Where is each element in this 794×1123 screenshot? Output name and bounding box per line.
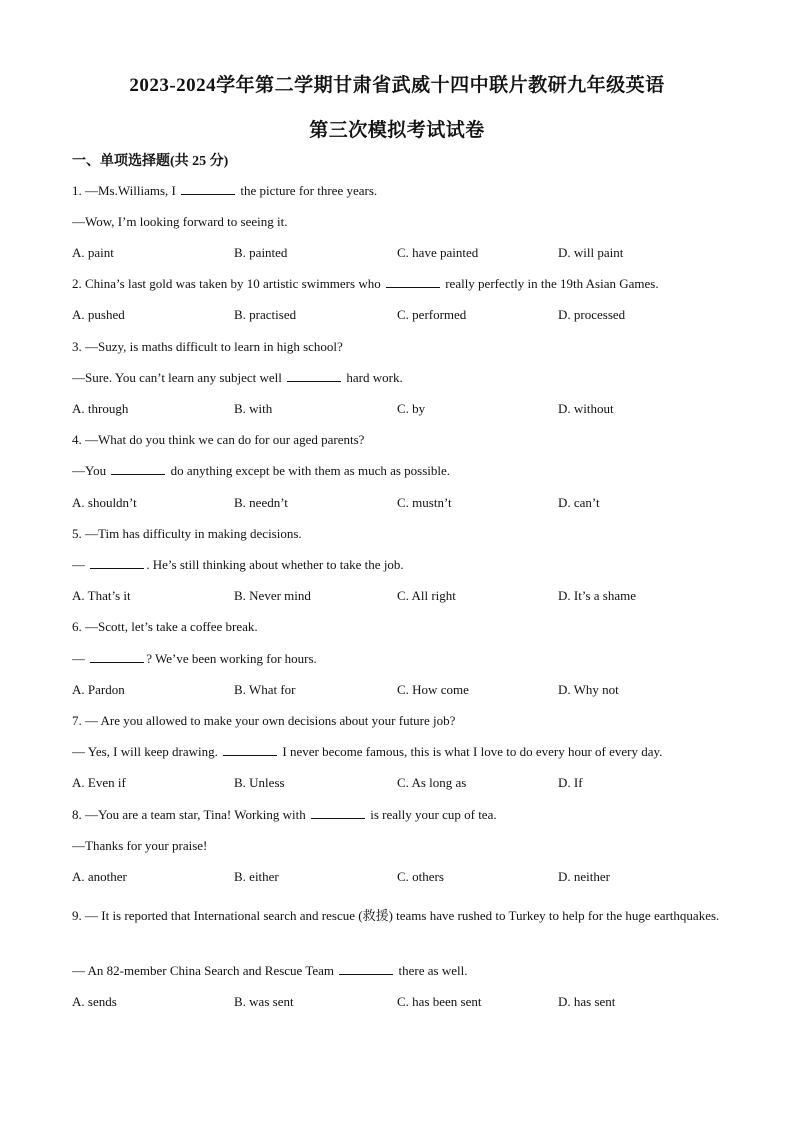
option-d: D. processed bbox=[558, 307, 626, 322]
answer-blank bbox=[287, 370, 341, 382]
option-d: D. neither bbox=[558, 869, 610, 884]
section-heading: 一、单项选择题(共 25 分) bbox=[72, 154, 229, 169]
question-9-stem: 9. — It is reported that International search and rescue (救援) teams have rushed to Turkey to help for the huge earthquakes. bbox=[72, 908, 720, 923]
answer-blank bbox=[339, 963, 393, 975]
option-d: D. without bbox=[558, 401, 614, 416]
answer-blank bbox=[90, 651, 144, 663]
option-a: A. Pardon bbox=[72, 682, 125, 697]
option-a: A. another bbox=[72, 869, 127, 884]
option-b: B. needn’t bbox=[234, 495, 288, 510]
option-b: B. Unless bbox=[234, 775, 285, 790]
option-b: B. with bbox=[234, 401, 273, 416]
answer-blank bbox=[311, 807, 365, 819]
question-1-stem: 1. —Ms.Williams, I the picture for three years. bbox=[72, 183, 378, 198]
option-d: D. has sent bbox=[558, 994, 616, 1009]
question-6-stem: 6. —Scott, let’s take a coffee break. bbox=[72, 619, 258, 634]
question-9-reply: — An 82-member China Search and Rescue Team there as well. bbox=[72, 963, 468, 978]
question-4-reply: —You do anything except be with them as much as possible. bbox=[72, 463, 451, 478]
answer-blank bbox=[223, 744, 277, 756]
option-b: B. practised bbox=[234, 307, 297, 322]
option-c: C. others bbox=[397, 869, 444, 884]
option-c: C. has been sent bbox=[397, 994, 482, 1009]
question-4-stem: 4. —What do you think we can do for our aged parents? bbox=[72, 432, 365, 447]
option-a: A. That’s it bbox=[72, 588, 131, 603]
option-d: D. Why not bbox=[558, 682, 619, 697]
option-c: C. As long as bbox=[397, 775, 467, 790]
option-c: C. All right bbox=[397, 588, 456, 603]
option-c: C. mustn’t bbox=[397, 495, 452, 510]
question-3-stem: 3. —Suzy, is maths difficult to learn in high school? bbox=[72, 339, 343, 354]
option-d: D. can’t bbox=[558, 495, 600, 510]
option-a: A. Even if bbox=[72, 775, 126, 790]
question-1-reply: —Wow, I’m looking forward to seeing it. bbox=[72, 214, 288, 229]
question-7-reply: — Yes, I will keep drawing. I never become famous, this is what I love to do every hour of every day. bbox=[72, 744, 663, 759]
option-b: B. either bbox=[234, 869, 279, 884]
exam-title-line-2: 第三次模拟考试试卷 bbox=[309, 120, 485, 141]
option-c: C. by bbox=[397, 401, 426, 416]
option-c: C. have painted bbox=[397, 245, 479, 260]
exam-title-line-1: 2023-2024学年第二学期甘肃省武威十四中联片教研九年级英语 bbox=[129, 75, 665, 96]
question-8-stem: 8. —You are a team star, Tina! Working with is really your cup of tea. bbox=[72, 807, 497, 822]
question-6-reply: — ? We’ve been working for hours. bbox=[72, 651, 317, 666]
question-2-stem: 2. China’s last gold was taken by 10 artistic swimmers who really perfectly in the 19th Asian Games. bbox=[72, 276, 659, 291]
option-a: A. paint bbox=[72, 245, 114, 260]
option-b: B. painted bbox=[234, 245, 288, 260]
option-d: D. It’s a shame bbox=[558, 588, 636, 603]
answer-blank bbox=[111, 463, 165, 475]
question-5-stem: 5. —Tim has difficulty in making decisions. bbox=[72, 526, 302, 541]
option-d: D. will paint bbox=[558, 245, 624, 260]
option-a: A. through bbox=[72, 401, 129, 416]
option-a: A. sends bbox=[72, 994, 117, 1009]
option-c: C. performed bbox=[397, 307, 467, 322]
question-7-stem: 7. — Are you allowed to make your own decisions about your future job? bbox=[72, 713, 456, 728]
option-c: C. How come bbox=[397, 682, 469, 697]
question-3-reply: —Sure. You can’t learn any subject well hard work. bbox=[72, 370, 403, 385]
option-b: B. Never mind bbox=[234, 588, 311, 603]
answer-blank bbox=[386, 276, 440, 288]
question-8-reply: —Thanks for your praise! bbox=[72, 838, 208, 853]
answer-blank bbox=[181, 183, 235, 195]
option-a: A. pushed bbox=[72, 307, 125, 322]
option-b: B. was sent bbox=[234, 994, 294, 1009]
option-a: A. shouldn’t bbox=[72, 495, 137, 510]
answer-blank bbox=[90, 557, 144, 569]
option-d: D. If bbox=[558, 775, 583, 790]
question-5-reply: — . He’s still thinking about whether to take the job. bbox=[72, 557, 404, 572]
option-b: B. What for bbox=[234, 682, 296, 697]
